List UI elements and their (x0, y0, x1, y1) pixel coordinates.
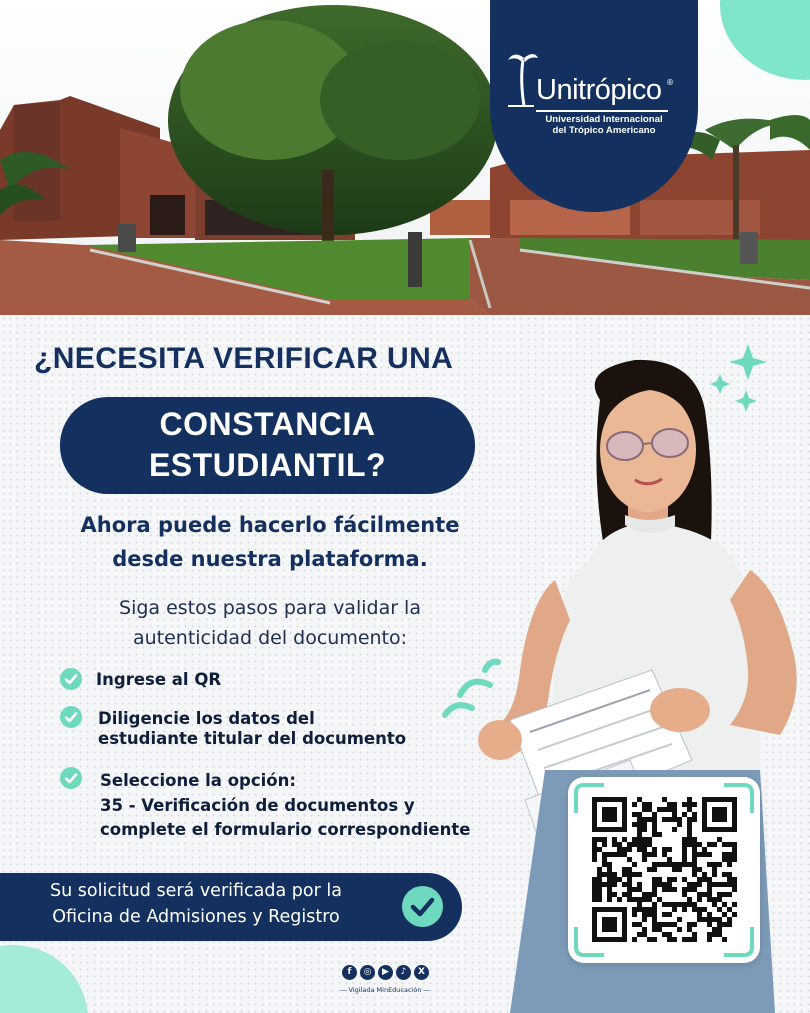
youtube-icon[interactable]: ▶ (378, 965, 393, 980)
step-3-check-icon (60, 767, 82, 789)
step-2-line1: Diligencie los datos del (98, 709, 315, 728)
step-3-line2: 35 - Verificación de documentos y (100, 796, 415, 815)
brand-subtitle-line1: Universidad Internacional (545, 114, 663, 125)
qr-code[interactable] (568, 777, 760, 963)
x-icon[interactable]: X (414, 965, 429, 980)
step-3-line3: complete el formulario correspondiente (100, 820, 471, 839)
intro-line2: autenticidad del documento: (132, 627, 408, 649)
decor-corner-bottom-left (0, 945, 88, 1013)
brand-registered-mark: ® (666, 78, 674, 87)
brand-subtitle-line2: del Trópico Americano (552, 125, 656, 136)
tiktok-icon[interactable]: ♪ (396, 965, 411, 980)
headline-highlight-line1: CONSTANCIA (159, 406, 376, 442)
banner-line1: Su solicitud será verificada por la (50, 881, 342, 901)
instagram-icon[interactable]: ◎ (360, 965, 375, 980)
step-1-line1: Ingrese al QR (96, 670, 222, 689)
headline-question: ¿NECESITA VERIFICAR UNA (34, 342, 454, 375)
subheadline-line1: Ahora puede hacerlo fácilmente (80, 513, 460, 537)
step-3-line1: Seleccione la opción: (100, 771, 296, 790)
subheadline-line2: desde nuestra plataforma. (112, 547, 428, 571)
brand-divider (536, 110, 668, 112)
banner-line2: Oficina de Admisiones y Registro (52, 907, 340, 927)
vigilada-label: — Vigilada MinEducación — (339, 986, 431, 994)
step-2-check-icon (60, 706, 82, 728)
facebook-icon[interactable]: f (342, 965, 357, 980)
brand-name: Unitrópico (536, 74, 662, 106)
step-2-line2: estudiante titular del documento (98, 729, 407, 748)
intro-line1: Siga estos pasos para validar la (119, 597, 421, 619)
palm-logo-icon (508, 50, 538, 108)
qr-code-card[interactable] (568, 777, 760, 963)
step-1-check-icon (60, 668, 82, 690)
brand-logo (490, 0, 698, 212)
headline-highlight-line2: ESTUDIANTIL? (148, 447, 387, 483)
